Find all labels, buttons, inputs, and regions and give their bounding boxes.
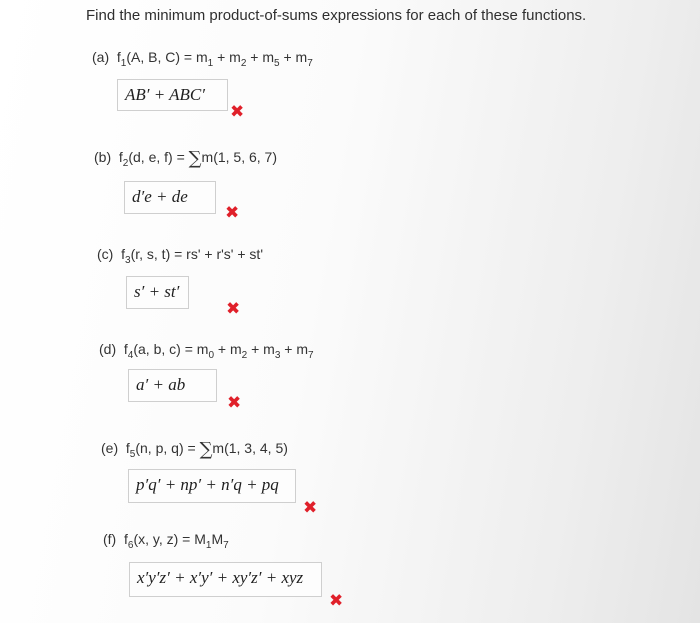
part-b-sigma-icon: ∑ — [188, 148, 202, 169]
problem-heading: Find the minimum product-of-sums expressions for each of these functions. — [86, 7, 587, 24]
part-c-label: (c) — [97, 246, 114, 262]
part-c-function: (c) $f_3(r$, s, t) = rs' + r's' + st' — [97, 246, 263, 266]
part-f-incorrect-icon: ✖ — [329, 591, 344, 611]
part-e-label: (e) — [101, 440, 119, 456]
part-f-function: (f) $f_6(x$, y, $z) = M_1M_7$ — [103, 531, 229, 551]
part-a-answer-input[interactable]: AB′ + ABC′ — [117, 79, 228, 111]
part-a-incorrect-icon: ✖ — [230, 102, 245, 122]
part-a-fn: f — [116, 49, 121, 65]
part-b-function: (b) $f_2(d$, e, f) = ∑m(1, 5, 6, 7) — [94, 148, 277, 169]
part-b-label: (b) — [94, 149, 112, 165]
part-d-answer-input[interactable]: a′ + ab — [128, 369, 217, 402]
part-f-answer-input[interactable]: x′y′z′ + x′y′ + xy′z′ + xyz — [129, 562, 322, 597]
part-c-answer-input[interactable]: s′ + st′ — [126, 276, 189, 309]
part-e-function: (e) $f_5(n$, p, q) = ∑m(1, 3, 4, 5) — [101, 439, 288, 460]
part-d-label: (d) — [99, 341, 117, 357]
part-c-incorrect-icon: ✖ — [226, 299, 241, 319]
part-f-label: (f) — [103, 531, 117, 547]
part-b-incorrect-icon: ✖ — [225, 203, 240, 223]
part-a-function: (a) $f_1(A$, B, $C) = m_1 + m_2 + m_5 + m_7$ — [92, 49, 313, 69]
part-d-incorrect-icon: ✖ — [227, 393, 242, 413]
part-b-answer-input[interactable]: d′e + de — [124, 181, 216, 214]
part-e-sigma-icon: ∑ — [199, 439, 213, 460]
part-e-answer-input[interactable]: p′q′ + np′ + n′q + pq — [128, 469, 296, 503]
part-e-incorrect-icon: ✖ — [303, 498, 318, 518]
part-d-function: (d) $f_4(a$, b, $c) = m_0 + m_2 + m_3 + m_7$ — [99, 341, 314, 361]
part-a-label: (a) — [92, 49, 110, 65]
